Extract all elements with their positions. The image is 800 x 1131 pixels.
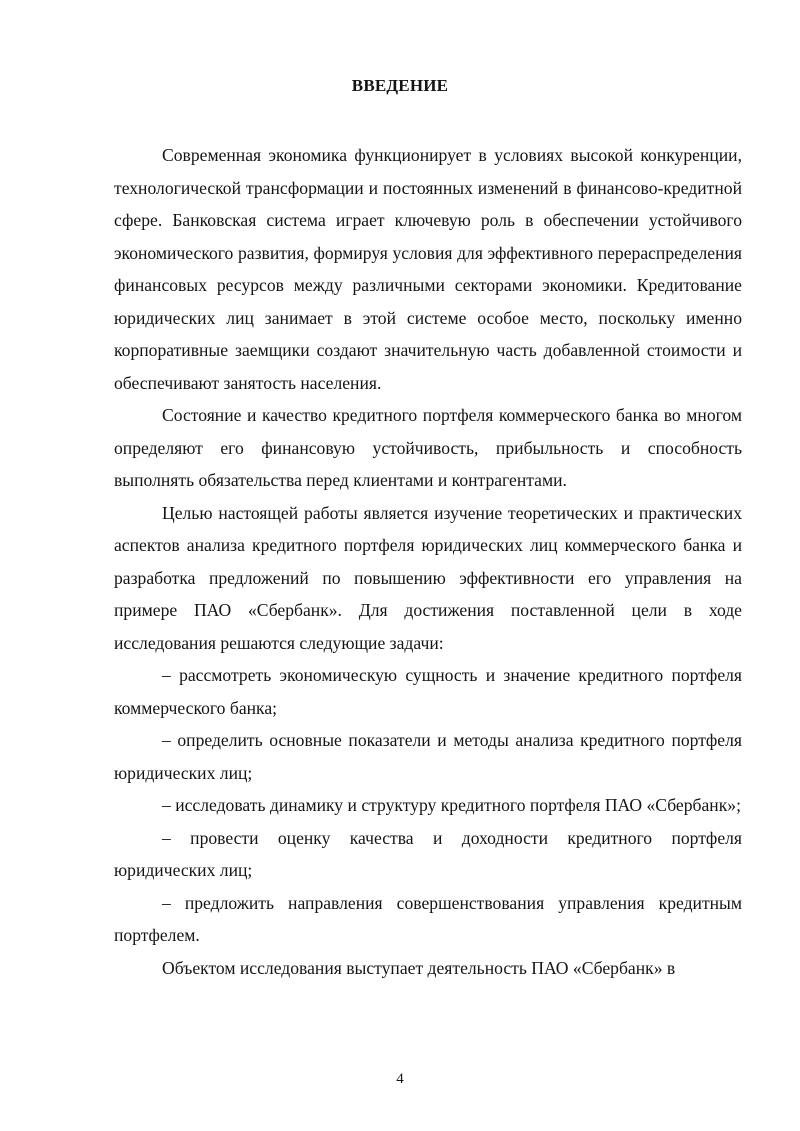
paragraph-intro: Современная экономика функционирует в условиях высокой конкуренции, технологической трансформации и постоянных изменений в финансово-кредитной сфере. Банковская система играет ключевую роль в обеспечении устойчивого экономического развития, формируя условия для эффективного перераспределения финансовых ресурсов между различными секторами экономики. Кредитование юридических лиц занимает в этой системе особое место, поскольку именно корпоративные заемщики создают значительную часть добавленной стоимости и обеспечивают занятость населения. [114,145,742,393]
page-number: 4 [396,1071,404,1087]
paragraph-portfolio-quality: Состояние и качество кредитного портфеля коммерческого банка во многом определяют его финансовую устойчивость, прибыльность и способность выполнять обязательства перед клиентами и контрагентами. [114,405,742,490]
paragraph-object: Объектом исследования выступает деятельность ПАО «Сбербанк» в [162,957,676,978]
task-item: – предложить направления совершенствования управления кредитным портфелем. [114,892,742,945]
paragraph-goal: Целью настоящей работы является изучение теоретических и практических аспектов анализа кредитного портфеля юридических лиц коммерческого банка и разработка предложений по повышению эффективности его управления на примере ПАО «Сбербанк». Для достижения поставленной цели в ходе исследования решаются следующие задачи: [114,502,742,653]
task-item: – провести оценку качества и доходности кредитного портфеля юридических лиц; [114,827,742,880]
page-title: ВВЕДЕНИЕ [351,76,449,95]
task-item: – рассмотреть экономическую сущность и значение кредитного портфеля коммерческого банка; [114,665,742,718]
document-body [114,139,742,984]
task-item: – исследовать динамику и структуру кредитного портфеля ПАО «Сбербанк»; [162,795,741,815]
task-item: – определить основные показатели и методы анализа кредитного портфеля юридических лиц; [114,730,742,783]
